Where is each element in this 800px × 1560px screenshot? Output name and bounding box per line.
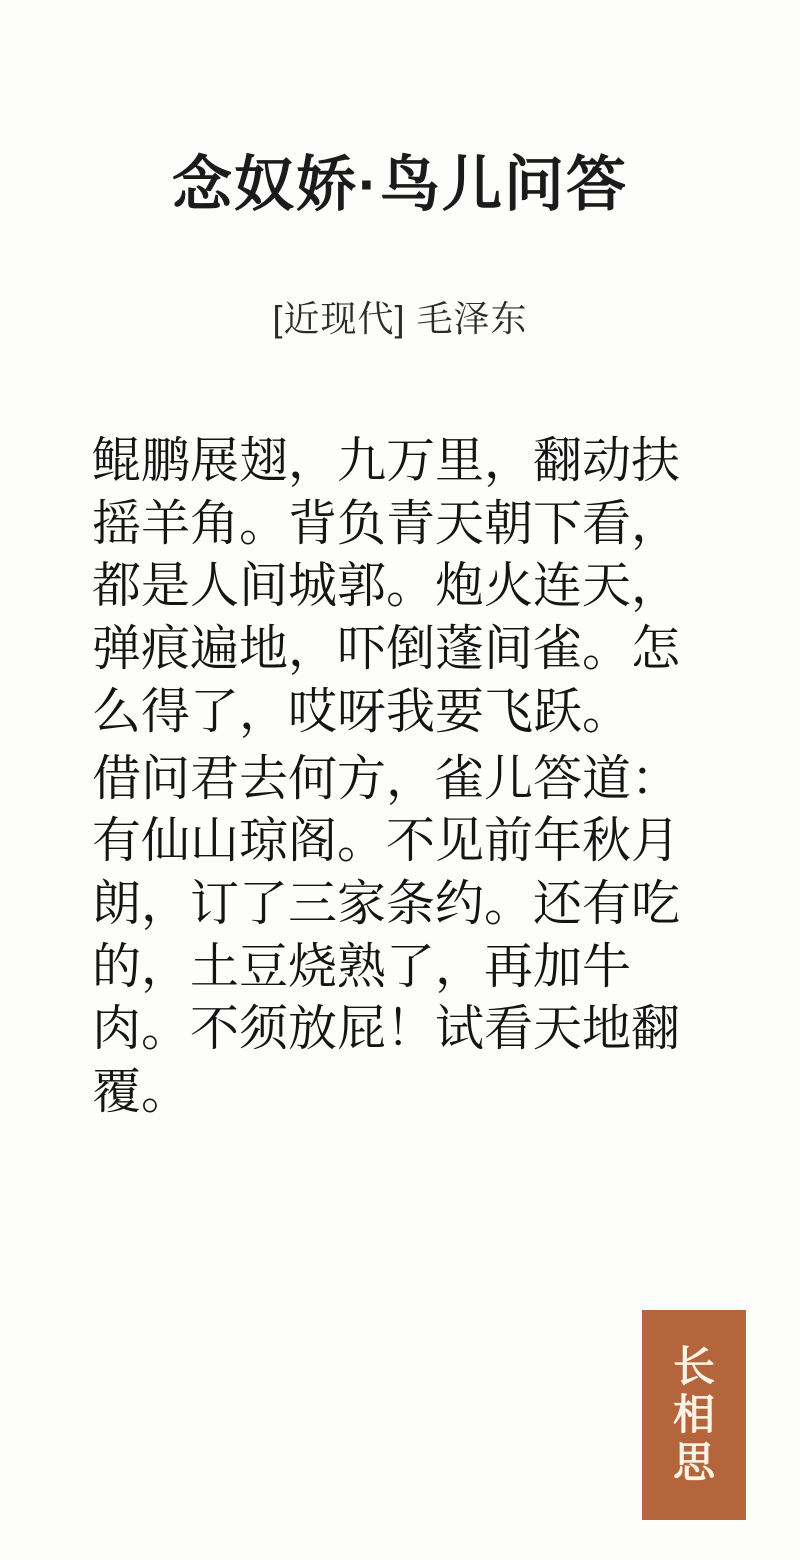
poem-stanza: 借问君去何方，雀儿答道：有仙山琼阁。不见前年秋月朗，订了三家条约。还有吃的，土豆烧熟了，再加牛肉。不须放屁！试看天地翻覆。 bbox=[92, 751, 681, 1120]
poem-stanza: 鲲鹏展翅，九万里，翻动扶摇羊角。背负青天朝下看，都是人间城郭。炮火连天，弹痕遍地，吓倒蓬间雀。怎么得了，哎呀我要飞跃。 bbox=[92, 434, 681, 739]
poem-author-line: [近现代] 毛泽东 bbox=[272, 298, 528, 339]
seal-char: 思 bbox=[672, 1438, 715, 1487]
page-title: 念奴娇·鸟儿问答 bbox=[172, 151, 628, 218]
poem-body bbox=[0, 342, 800, 1124]
seal-char: 长 bbox=[672, 1342, 715, 1391]
seal-char: 相 bbox=[672, 1390, 715, 1439]
seal-stamp bbox=[642, 1310, 746, 1520]
